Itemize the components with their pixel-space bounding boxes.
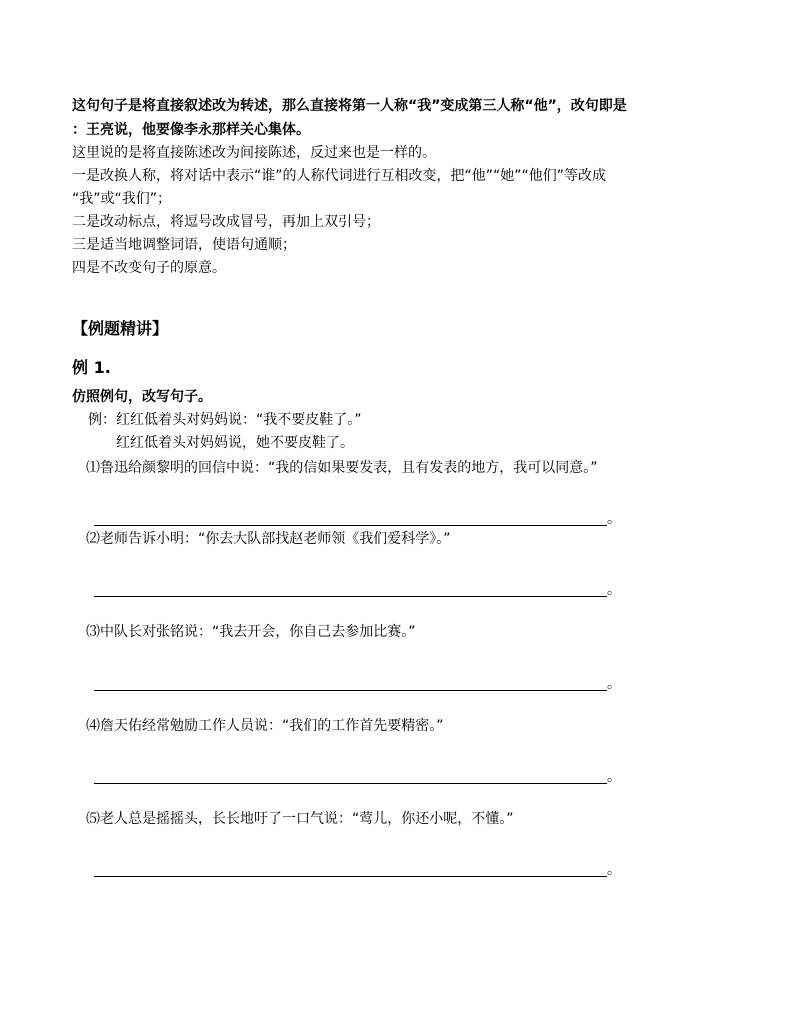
intro-line-7: 三是适当地调整词语，使语句通顺；: [72, 237, 296, 253]
intro-line-3: 这里说的是将直接陈述改为间接陈述，反过来也是一样的。: [72, 145, 436, 161]
instruction-text: 仿照例句，改写句子。: [72, 389, 212, 405]
answer-end-1: 。: [607, 511, 621, 527]
question-4: ⑷詹天佑经常勉励工作人员说：“我们的工作首先要精密。”: [86, 718, 444, 734]
answer-field-5[interactable]: [94, 862, 607, 877]
question-1: ⑴鲁迅给颜黎明的回信中说：“我的信如果要发表，且有发表的地方，我可以同意。”: [86, 460, 598, 476]
intro-line-4: 一是改换人称，将对话中表示“谁”的人称代词进行互相改变，把“他”“她”“他们”等改成: [72, 168, 607, 184]
intro-line-6: 二是改动标点，将逗号改成冒号，再加上双引号；: [72, 214, 380, 230]
intro-line-8: 四是不改变句子的原意。: [72, 260, 226, 276]
intro-line-1: 这句句子是将直接叙述改为转述，那么直接将第一人称“我”变成第三人称“他”，改句即是: [72, 98, 627, 114]
answer-row-3: [94, 672, 621, 692]
question-5: ⑸老人总是摇摇头，长长地吁了一口气说：“莺儿，你还小呢，不懂。”: [86, 811, 514, 827]
answer-field-3[interactable]: [94, 676, 607, 691]
example-label: 例 1.: [72, 358, 111, 377]
answer-end-5: 。: [607, 862, 621, 878]
question-2: ⑵老师告诉小明：“你去大队部找赵老师领《我们爱科学》。”: [86, 531, 451, 547]
sample-line-1: 例：红红低着头对妈妈说：“我不要皮鞋了。”: [88, 412, 362, 428]
answer-field-1[interactable]: [94, 511, 607, 526]
answer-field-2[interactable]: [94, 582, 607, 597]
answer-end-2: 。: [607, 582, 621, 598]
section-heading: 【例题精讲】: [72, 319, 169, 338]
answer-end-4: 。: [607, 769, 621, 785]
answer-end-3: 。: [607, 676, 621, 692]
intro-line-5: “我”或“我们”；: [72, 191, 172, 207]
answer-row-5: [94, 858, 621, 878]
answer-row-2: [94, 578, 621, 598]
intro-line-2: ：王亮说，他要像李永那样关心集体。: [72, 122, 310, 138]
answer-row-4: [94, 765, 621, 785]
answer-row-1: [94, 507, 621, 527]
sample-line-2: 红红低着头对妈妈说，她不要皮鞋了。: [116, 435, 354, 451]
question-3: ⑶中队长对张铭说：“我去开会，你自己去参加比赛。”: [86, 624, 416, 640]
answer-field-4[interactable]: [94, 769, 607, 784]
